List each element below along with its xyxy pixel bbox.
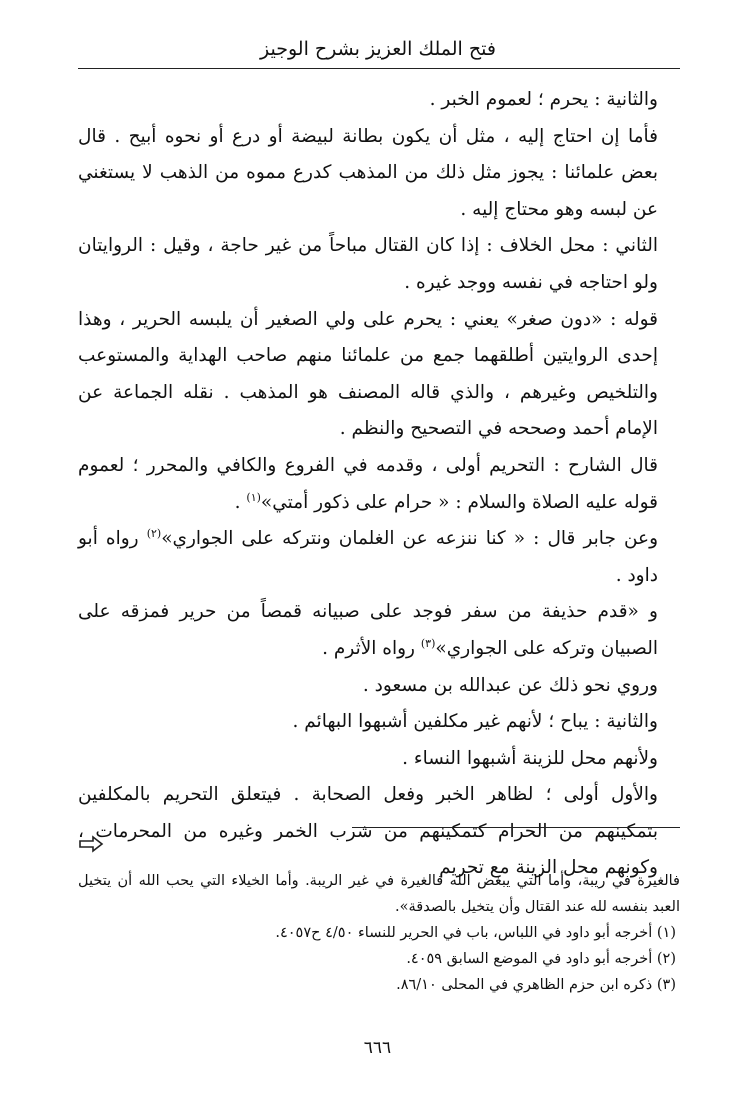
footnotes-section — [78, 868, 680, 998]
footnote-marker: (٣) — [420, 636, 436, 650]
header-divider — [78, 68, 680, 69]
paragraph: وروي نحو ذلك عن عبدالله بن مسعود . — [362, 674, 658, 696]
paragraph: والثانية : يباح ؛ لأنهم غير مكلفين أشبهوا البهائم . — [292, 711, 658, 733]
footnote-marker: (٢) — [146, 526, 162, 540]
paragraph-with-footnote — [78, 448, 680, 521]
page-header-title: فتح الملك العزيز بشرح الوجيز — [260, 38, 496, 60]
paragraph-text: وعن جابر قال : « كنا ننزعه عن الغلمان ونتركه على الجواري» — [161, 528, 659, 550]
footnote-continuation: فالغيرة في ريبة، وأما التي يبغض الله فالغيرة في غير الريبة. وأما الخيلاء التي يحب الله أن يتخيل العبد بنفسه لله عند القتال وأن يتخيل بالصدقة». — [78, 873, 680, 915]
paragraph-text: . — [234, 491, 247, 513]
paragraph-text: و «قدم حذيفة من سفر فوجد على صبيانه قمصاً من حرير فمزقه على الصبيان وتركه على الجواري» — [78, 601, 658, 659]
paragraph: والأول أولى ؛ لظاهر الخبر وفعل الصحابة . فيتعلق التحريم بالمكلفين بتمكينهم من الحرام كتمكينهم من شرب الخمر وغيره من المحرمات ، وكونهم محل الزينة مع تحريم — [78, 784, 658, 879]
paragraph: الثاني : محل الخلاف : إذا كان القتال مباحاً من غير حاجة ، وقيل : الروايتان ولو احتاجه في نفسه ووجد غيره . — [78, 235, 658, 293]
paragraph-text: رواه أبو داود . — [78, 528, 658, 586]
paragraph: ولأنهم محل للزينة أشبهوا النساء . — [402, 747, 658, 769]
footnote: (٢) أخرجه أبو داود في الموضع السابق ٤٠٥٩. — [406, 951, 676, 967]
main-text — [78, 82, 680, 887]
page-number: ٦٦٦ — [363, 1038, 392, 1058]
footnote: (٣) ذكره ابن حزم الظاهري في المحلى ٨٦/١٠. — [396, 977, 676, 993]
paragraph: والثانية : يحرم ؛ لعموم الخبر . — [429, 89, 658, 110]
footnote: (١) أخرجه أبو داود في اللباس، باب في الحرير للنساء ٤/٥٠ ح٤٠٥٧. — [275, 925, 676, 941]
paragraph-text: رواه الأثرم . — [322, 637, 421, 659]
paragraph: قوله : «دون صغر» يعني : يحرم على ولي الصغير أن يلبسه الحرير ، وهذا إحدى الروايتين أطلقهما جمع من علمائنا منهم صاحب الهداية والمستوعب والتلخيص وغيرهم ، والذي قاله المصنف هو المذهب . نقله الجماعة عن الإمام أحمد وصححه في التصحيح والنظم . — [78, 308, 658, 440]
arrow-right-icon — [78, 835, 104, 853]
paragraph: فأما إن احتاج إليه ، مثل أن يكون بطانة لبيضة أو درع أو نحوه أبيح . قال بعض علمائنا : يجوز مثل ذلك من المذهب كدرع مموه من الذهب لا يستغني عن لبسه وهو محتاج إليه . — [78, 125, 658, 220]
paragraph-with-footnote — [78, 521, 680, 594]
footnote-divider — [352, 827, 680, 828]
footnote-marker: (١) — [246, 490, 261, 504]
paragraph-with-footnote — [78, 594, 680, 667]
paragraph-text: قال الشارح : التحريم أولى ، وقدمه في الفروع والكافي والمحرر ؛ لعموم قوله عليه الصلاة والسلام : « حرام على ذكور أمتي» — [78, 454, 658, 513]
